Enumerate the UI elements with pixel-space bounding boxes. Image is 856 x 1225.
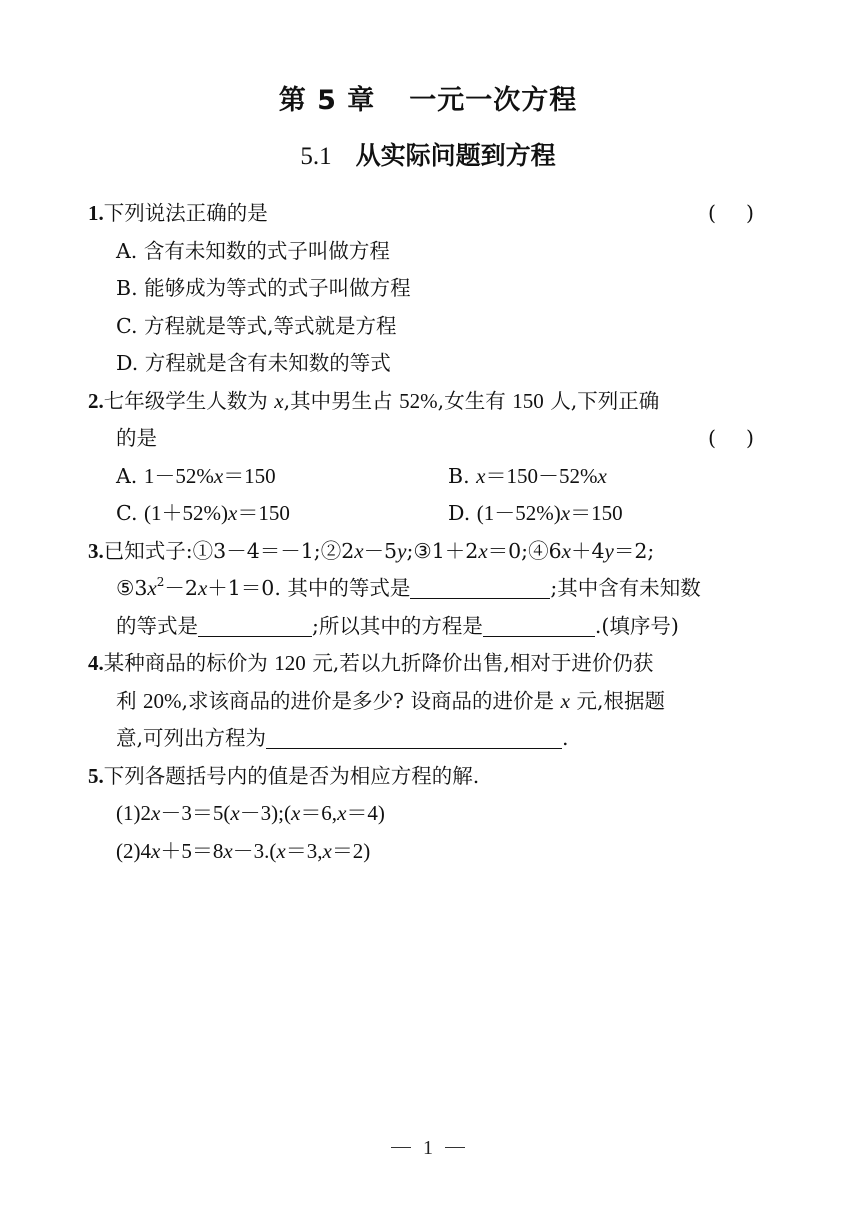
chapter-word: 章	[347, 85, 376, 116]
variable: x	[147, 576, 157, 600]
question-3-line-2	[116, 573, 701, 603]
variable: x	[223, 839, 233, 863]
section-name: 从实际问题到方程	[355, 141, 556, 170]
question-number: 1.	[88, 201, 104, 225]
text: ,其中男生占	[283, 389, 393, 413]
variable: x	[213, 464, 224, 488]
text: 利	[116, 689, 137, 713]
variable: y	[397, 539, 407, 563]
answer-blank-equations-with-unknown[interactable]	[198, 612, 312, 637]
question-text: 下列各题括号内的值是否为相应方程的解.	[103, 764, 480, 788]
variable: y	[604, 539, 614, 563]
option-label: B.	[448, 464, 470, 488]
variable: x	[151, 801, 161, 825]
text: .	[562, 726, 569, 750]
number: 150	[512, 389, 544, 413]
answer-blank-equation[interactable]	[266, 724, 562, 749]
question-5-part-1	[116, 798, 385, 828]
math: ＝6,	[300, 801, 338, 825]
q1-option-c: C. 方程就是等式,等式就是方程	[116, 314, 397, 338]
text: ,女生有	[437, 389, 506, 413]
math: (2)4	[116, 839, 151, 863]
math: －3);(	[239, 801, 291, 825]
variable: x	[197, 576, 208, 600]
variable: x	[276, 839, 286, 863]
math: ＝150	[570, 501, 623, 525]
question-3-line-1	[88, 536, 654, 566]
question-number: 3.	[88, 539, 104, 563]
option-label: A.	[116, 464, 138, 488]
question-2-stem-line-1	[88, 386, 659, 416]
q1-option-b: B. 能够成为等式的式子叫做方程	[116, 276, 411, 300]
math: 1－52%	[143, 464, 214, 488]
question-5-part-2	[116, 836, 370, 866]
variable: x	[478, 539, 488, 563]
text: 人,下列正确	[550, 389, 660, 413]
question-4-line-1	[88, 648, 653, 678]
text: ,求该商品的进价是多少? 设商品的进价是	[181, 689, 555, 713]
math: －3＝5(	[160, 801, 231, 825]
footer-dash-left	[391, 1147, 411, 1148]
math: ＝3,	[285, 839, 323, 863]
variable: x	[597, 464, 607, 488]
text: 七年级学生人数为	[103, 389, 268, 413]
variable: x	[230, 801, 240, 825]
math: (1)2	[116, 801, 151, 825]
q2-option-b	[448, 461, 607, 491]
text: ;其中含有未知数	[550, 576, 701, 600]
q2-option-a	[116, 461, 276, 491]
text: 某种商品的标价为	[103, 651, 268, 675]
chapter-prefix: 第	[278, 85, 307, 116]
variable: x	[228, 501, 238, 525]
answer-bracket[interactable]: ( )	[708, 201, 754, 225]
text: .(填序号)	[594, 614, 679, 638]
variable: x	[354, 539, 364, 563]
number: 52%	[399, 389, 438, 413]
chapter-name: 一元一次方程	[409, 85, 578, 116]
math: ＋5＝8	[160, 839, 224, 863]
math: ＝150－52%	[485, 464, 598, 488]
variable: x	[476, 464, 486, 488]
text: ;③1＋2	[406, 539, 479, 563]
number: 20%	[143, 689, 182, 713]
text: ＝0;④6	[487, 539, 562, 563]
math: ＝4)	[346, 801, 385, 825]
variable: x	[274, 389, 284, 413]
answer-blank-equations[interactable]	[410, 574, 550, 599]
variable: x	[560, 689, 570, 713]
math: －3.(	[232, 839, 277, 863]
text: ＋1＝0. 其中的等式是	[207, 576, 411, 600]
math: (1＋52%)	[144, 501, 228, 525]
footer-dash-right	[445, 1147, 465, 1148]
math: (1－52%)	[476, 501, 561, 525]
page-footer	[0, 1137, 856, 1160]
chapter-title	[0, 78, 856, 117]
text: ＋4	[570, 539, 605, 563]
text: ;所以其中的方程是	[312, 614, 483, 638]
answer-blank-linear-equations[interactable]	[483, 612, 595, 637]
option-label: C.	[116, 501, 138, 525]
math: ＝150	[237, 501, 290, 525]
variable: x	[561, 539, 571, 563]
q1-option-a: A. 含有未知数的式子叫做方程	[116, 239, 390, 263]
question-3-line-3	[116, 611, 679, 641]
question-5-stem	[88, 761, 479, 791]
text: －2	[164, 576, 198, 600]
text: 的等式是	[116, 614, 198, 638]
number: 120	[274, 651, 306, 675]
question-4-line-3	[116, 723, 569, 753]
variable: x	[290, 801, 301, 825]
question-1-stem	[88, 198, 268, 228]
variable: x	[322, 839, 332, 863]
section-title	[0, 136, 856, 172]
text: 元,若以九折降价出售,相对于进价仍获	[312, 651, 654, 675]
question-number: 4.	[88, 651, 104, 675]
question-2-stem-line-2: 的是	[116, 426, 157, 450]
q1-option-d: D. 方程就是含有未知数的等式	[116, 351, 391, 375]
question-number: 2.	[88, 389, 104, 413]
variable: x	[560, 501, 571, 525]
text: 已知式子:①3－4＝－1;②2	[103, 539, 355, 563]
variable: x	[337, 801, 347, 825]
math: ＝150	[223, 464, 276, 488]
answer-bracket[interactable]: ( )	[708, 426, 754, 450]
math: ＝2)	[331, 839, 371, 863]
question-text: 下列说法正确的是	[103, 201, 268, 225]
chapter-number: 5	[317, 85, 337, 116]
text: －5	[363, 539, 398, 563]
exponent: 2	[156, 575, 165, 589]
text: ＝2;	[613, 539, 655, 563]
question-4-line-2	[116, 686, 665, 716]
text: ⑤3	[116, 576, 148, 600]
text: 意,可列出方程为	[116, 726, 267, 750]
q2-option-d	[448, 498, 623, 528]
variable: x	[151, 839, 161, 863]
question-number: 5.	[88, 764, 104, 788]
option-label: D.	[448, 501, 471, 525]
section-number: 5.1	[300, 143, 332, 170]
page-number: 1	[423, 1137, 433, 1159]
text: 元,根据题	[576, 689, 665, 713]
q2-option-c	[116, 498, 290, 528]
